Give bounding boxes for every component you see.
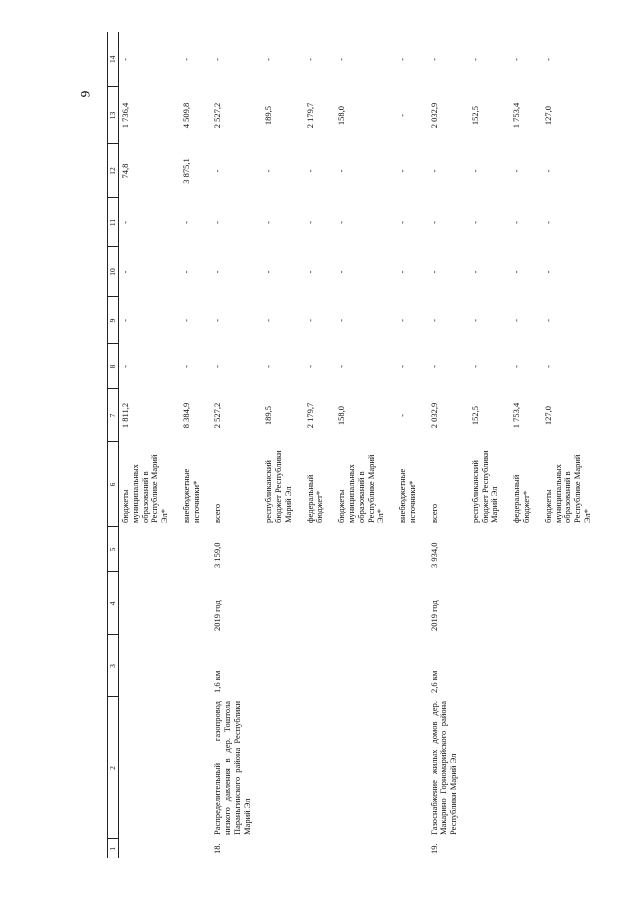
table-cell-col-3: 2,6 км (428, 670, 439, 693)
table-cell-col-7: 8 384,9 (180, 402, 191, 429)
table-cell-col-11: - (180, 221, 191, 224)
table-cell-col-12: 3 875,1 (180, 158, 191, 184)
table-cell-col-13: 158,0 (336, 105, 347, 126)
table-row (304, 32, 336, 858)
table-cell-col-2: Распределительный газопровод низкого давления в дер. Тоштола Параньгинского района Республики Марий Эл (212, 701, 252, 835)
table-cell-col-4 (180, 572, 212, 635)
column-header-13: 13 (108, 87, 119, 144)
table-cell-col-2 (262, 697, 303, 839)
table-cell-col-11: - (263, 221, 274, 224)
table-cell-col-7: 2 179,7 (304, 402, 315, 429)
rotated-table-region (107, 32, 592, 858)
table-cell-col-11: - (542, 221, 553, 224)
column-header-11: 11 (108, 198, 119, 247)
table-cell-col-3 (469, 635, 510, 697)
table-cell-col-3 (304, 635, 336, 697)
page-number: 9 (77, 90, 93, 98)
table-cell-col-4 (335, 572, 396, 635)
table-cell-col-13: 2 527,2 (212, 102, 223, 129)
table-cell-col-2 (119, 697, 180, 839)
table-cell-col-1 (119, 839, 180, 858)
table-cell-col-6: внебюджетные источники* (180, 468, 201, 523)
table-row (262, 32, 303, 858)
table-cell-col-3 (335, 635, 396, 697)
table-cell-col-4: 2019 год (212, 600, 223, 631)
table-cell-col-7: 1 811,2 (120, 402, 130, 429)
table-cell-col-6: бюджеты муниципальных образований в Республике Марий Эл* (336, 454, 386, 523)
table-cell-col-2 (469, 697, 510, 839)
table-cell-col-4 (542, 572, 603, 635)
table-cell-col-11: - (428, 221, 439, 224)
table-cell-col-14: - (428, 58, 439, 61)
column-header-12: 12 (108, 144, 119, 198)
table-cell-col-3 (119, 635, 180, 697)
table-cell-col-12: - (511, 169, 522, 173)
table-row (428, 32, 469, 858)
table-row (542, 32, 603, 858)
table-cell-col-13: 1 736,4 (120, 102, 130, 129)
table-cell-col-7: - (397, 414, 408, 417)
column-header-10: 10 (108, 247, 119, 297)
table-cell-col-8: - (511, 365, 522, 368)
table-cell-col-2 (510, 697, 542, 839)
table-cell-col-14: - (304, 58, 315, 61)
table-cell-col-10: - (120, 270, 130, 274)
table-cell-col-12: - (212, 169, 223, 173)
table-cell-col-8: - (120, 365, 130, 368)
table-cell-col-12: 74,8 (120, 163, 130, 179)
table-cell-col-13: 152,5 (469, 105, 480, 126)
column-header-8: 8 (108, 344, 119, 389)
table-cell-col-12: - (397, 169, 408, 173)
table-cell-col-6: бюджеты муниципальных образований в Республике Марий Эл* (120, 454, 170, 523)
table-cell-col-4 (304, 572, 336, 635)
column-header-3: 3 (108, 635, 119, 697)
table-cell-col-7: 2 527,2 (212, 402, 223, 429)
table-cell-col-3: 1,6 км (212, 670, 223, 693)
table-cell-col-4 (469, 572, 510, 635)
table-cell-col-5 (262, 527, 303, 572)
table-cell-col-1 (396, 839, 428, 858)
table-cell-col-9: - (397, 319, 408, 322)
table-cell-col-14: - (263, 58, 274, 61)
column-header-9: 9 (108, 297, 119, 344)
table-cell-col-14: - (180, 58, 191, 61)
table-cell-col-7: 152,5 (469, 405, 480, 426)
table-cell-col-13: 4 509,8 (180, 102, 191, 129)
table-cell-col-13: - (397, 114, 408, 117)
table-cell-col-12: - (336, 169, 347, 173)
table-cell-col-7: 158,0 (336, 405, 347, 426)
table-cell-col-13: 1 753,4 (511, 102, 522, 129)
table-cell-col-1 (510, 839, 542, 858)
table-cell-col-5 (396, 527, 428, 572)
table-cell-col-2 (396, 697, 428, 839)
table-cell-col-8: - (336, 365, 347, 368)
table-row (396, 32, 428, 858)
table-cell-col-7: 127,0 (542, 405, 553, 426)
table-cell-col-14: - (469, 58, 480, 61)
table-cell-col-5 (469, 527, 510, 572)
funding-table (107, 32, 603, 858)
table-cell-col-1: 18. (212, 843, 223, 854)
table-cell-col-1 (335, 839, 396, 858)
table-row (510, 32, 542, 858)
column-header-4: 4 (108, 572, 119, 635)
table-cell-col-2 (542, 697, 603, 839)
column-header-2: 2 (108, 697, 119, 839)
table-row (211, 32, 262, 858)
table-cell-col-9: - (304, 319, 315, 322)
table-cell-col-6: федеральный бюджет* (304, 474, 325, 523)
table-cell-col-5 (304, 527, 336, 572)
table-cell-col-5 (510, 527, 542, 572)
column-number-header-row (108, 32, 119, 858)
table-cell-col-13: 189,5 (263, 105, 274, 126)
table-cell-col-9: - (263, 319, 274, 322)
table-cell-col-2: Газоснабжение жилых домов дер. Макарино Горномарийского района Республики Марий Эл (428, 701, 459, 835)
table-cell-col-10: - (469, 270, 480, 274)
table-cell-col-13: 127,0 (542, 105, 553, 126)
table-cell-col-14: - (397, 58, 408, 61)
table-cell-col-10: - (304, 270, 315, 274)
table-body (119, 32, 603, 858)
table-cell-col-10: - (212, 270, 223, 274)
table-cell-col-12: - (428, 169, 439, 173)
table-cell-col-13: 2 179,7 (304, 102, 315, 129)
table-cell-col-13: 2 032,9 (428, 102, 439, 129)
column-header-5: 5 (108, 527, 119, 572)
table-cell-col-6: бюджеты муниципальных образований в Республике Марий Эл* (542, 454, 592, 523)
table-cell-col-5 (542, 527, 603, 572)
table-cell-col-7: 1 753,4 (511, 402, 522, 429)
table-cell-col-3 (542, 635, 603, 697)
table-row (119, 32, 180, 858)
column-header-1: 1 (108, 839, 119, 858)
table-cell-col-5: 3 934,0 (428, 542, 439, 568)
table-cell-col-11: - (120, 221, 130, 224)
table-cell-col-2 (180, 697, 212, 839)
table-cell-col-4 (510, 572, 542, 635)
table-cell-col-10: - (263, 270, 274, 274)
table-cell-col-8: - (397, 365, 408, 368)
table-cell-col-9: - (542, 319, 553, 322)
table-cell-col-14: - (212, 58, 223, 61)
table-cell-col-2 (335, 697, 396, 839)
table-cell-col-3 (396, 635, 428, 697)
table-cell-col-8: - (263, 365, 274, 368)
table-cell-col-3 (180, 635, 212, 697)
table-cell-col-11: - (511, 221, 522, 224)
table-cell-col-11: - (304, 221, 315, 224)
table-cell-col-2 (304, 697, 336, 839)
table-cell-col-8: - (304, 365, 315, 368)
table-cell-col-14: - (120, 58, 130, 61)
table-cell-col-8: - (180, 365, 191, 368)
table-cell-col-1 (180, 839, 212, 858)
table-cell-col-9: - (180, 319, 191, 322)
table-cell-col-11: - (469, 221, 480, 224)
table-cell-col-6: республиканский бюджет Республики Марий Эл (469, 450, 500, 523)
table-cell-col-10: - (336, 270, 347, 274)
table-cell-col-8: - (542, 365, 553, 368)
table-cell-col-5: 3 159,0 (212, 542, 223, 568)
column-header-6: 6 (108, 442, 119, 527)
table-cell-col-10: - (511, 270, 522, 274)
table-cell-col-11: - (212, 221, 223, 224)
table-cell-col-6: внебюджетные источники* (397, 468, 417, 523)
column-header-7: 7 (108, 389, 119, 442)
table-cell-col-6: всего (428, 503, 439, 523)
table-cell-col-10: - (180, 270, 191, 274)
table-cell-col-8: - (469, 365, 480, 368)
table-cell-col-12: - (304, 169, 315, 173)
table-cell-col-1 (469, 839, 510, 858)
table-cell-col-10: - (542, 270, 553, 274)
table-cell-col-9: - (469, 319, 480, 322)
table-row (180, 32, 212, 858)
table-cell-col-10: - (397, 270, 408, 274)
table-cell-col-4 (396, 572, 428, 635)
table-cell-col-5 (180, 527, 212, 572)
table-cell-col-12: - (542, 169, 553, 173)
table-cell-col-14: - (511, 58, 522, 61)
table-row (469, 32, 510, 858)
table-cell-col-1 (542, 839, 603, 858)
table-cell-col-1: 19. (428, 843, 439, 854)
table-cell-col-7: 2 032,9 (428, 402, 439, 429)
table-cell-col-10: - (428, 270, 439, 274)
table-cell-col-9: - (212, 319, 223, 322)
table-cell-col-8: - (428, 365, 439, 368)
table-cell-col-3 (262, 635, 303, 697)
table-cell-col-9: - (428, 319, 439, 322)
table-cell-col-5 (119, 527, 180, 572)
table-cell-col-6: республиканский бюджет Республики Марий Эл (263, 450, 293, 523)
table-cell-col-6: федеральный бюджет* (511, 474, 531, 523)
table-cell-col-4 (262, 572, 303, 635)
table-cell-col-1 (304, 839, 336, 858)
column-header-14: 14 (108, 32, 119, 87)
table-cell-col-14: - (336, 58, 347, 61)
table-cell-col-7: 189,5 (263, 405, 274, 426)
table-cell-col-14: - (542, 58, 553, 61)
table-cell-col-4 (119, 572, 180, 635)
table-cell-col-9: - (120, 319, 130, 322)
table-cell-col-9: - (336, 319, 347, 322)
table-cell-col-5 (335, 527, 396, 572)
table-cell-col-8: - (212, 365, 223, 368)
table-cell-col-9: - (511, 319, 522, 322)
table-cell-col-12: - (469, 169, 480, 173)
table-row (335, 32, 396, 858)
table-cell-col-3 (510, 635, 542, 697)
table-cell-col-11: - (397, 221, 408, 224)
table-cell-col-11: - (336, 221, 347, 224)
table-cell-col-4: 2019 год (428, 600, 439, 631)
table-cell-col-12: - (263, 169, 274, 173)
table-cell-col-1 (262, 839, 303, 858)
table-cell-col-6: всего (212, 503, 223, 523)
